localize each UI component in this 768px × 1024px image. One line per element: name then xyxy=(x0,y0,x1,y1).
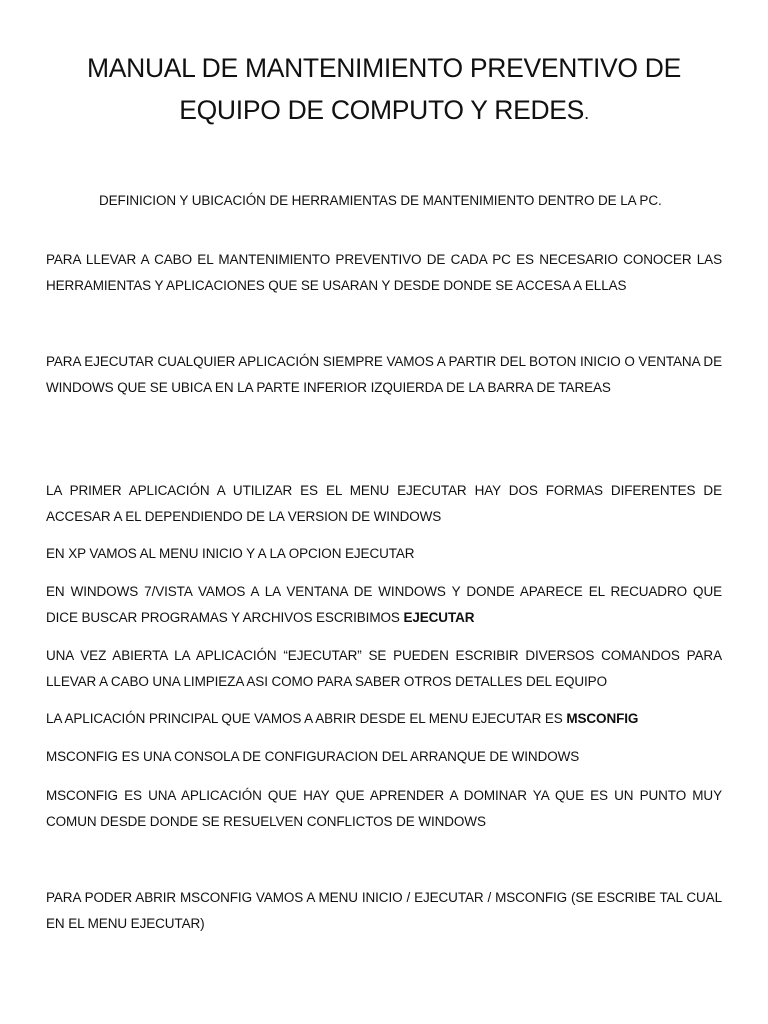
paragraph-run-commands: UNA VEZ ABIERTA LA APLICACIÓN “EJECUTAR” SE PUEDEN ESCRIBIR DIVERSOS COMANDOS PARA LLEVAR A CABO UNA LIMPIEZA ASI COMO PARA SABER OTROS DETALLES DEL EQUIPO xyxy=(46,648,722,689)
paragraph-open-msconfig: PARA PODER ABRIR MSCONFIG VAMOS A MENU INICIO / EJECUTAR / MSCONFIG (SE ESCRIBE TAL CUAL EN EL MENU EJECUTAR) xyxy=(46,890,722,931)
paragraph-msconfig-importance: MSCONFIG ES UNA APLICACIÓN QUE HAY QUE APRENDER A DOMINAR YA QUE ES UN PUNTO MUY COMUN DESDE DONDE SE RESUELVEN CONFLICTOS DE WINDOWS xyxy=(46,788,722,829)
document-title-line-1: MANUAL DE MANTENIMIENTO PREVENTIVO DE xyxy=(86,53,682,83)
document-title-line-2 xyxy=(0,92,768,131)
paragraph-windows7-vista-bold: EJECUTAR xyxy=(403,610,475,625)
paragraph-main-application-bold: MSCONFIG xyxy=(566,711,639,726)
paragraph-msconfig-definition: MSCONFIG ES UNA CONSOLA DE CONFIGURACION DEL ARRANQUE DE WINDOWS xyxy=(46,749,580,764)
paragraph-start-button: PARA EJECUTAR CUALQUIER APLICACIÓN SIEMPRE VAMOS A PARTIR DEL BOTON INICIO O VENTANA DE WINDOWS QUE SE UBICA EN LA PARTE INFERIOR IZQUIERDA DE LA BARRA DE TAREAS xyxy=(46,354,722,395)
paragraph-main-application-text: LA APLICACIÓN PRINCIPAL QUE VAMOS A ABRIR DESDE EL MENU EJECUTAR ES xyxy=(46,711,567,726)
paragraph-tools-intro: PARA LLEVAR A CABO EL MANTENIMIENTO PREVENTIVO DE CADA PC ES NECESARIO CONOCER LAS HERRAMIENTAS Y APLICACIONES QUE SE USARAN Y DESDE DONDE SE ACCESA A ELLAS xyxy=(46,252,722,293)
paragraph-main-application xyxy=(46,706,722,732)
paragraph-windows7-vista xyxy=(46,579,722,631)
document-title-line-2-text: EQUIPO DE COMPUTO Y REDES xyxy=(179,95,585,125)
section-heading: DEFINICION Y UBICACIÓN DE HERRAMIENTAS DE MANTENIMIENTO DENTRO DE LA PC. xyxy=(99,193,662,208)
document-title-dot: . xyxy=(584,103,589,123)
paragraph-windows7-vista-text: EN WINDOWS 7/VISTA VAMOS A LA VENTANA DE WINDOWS Y DONDE APARECE EL RECUADRO QUE DICE BUSCAR PROGRAMAS Y ARCHIVOS ESCRIBIMOS xyxy=(46,584,722,625)
paragraph-run-menu: LA PRIMER APLICACIÓN A UTILIZAR ES EL MENU EJECUTAR HAY DOS FORMAS DIFERENTES DE ACCESAR A EL DEPENDIENDO DE LA VERSION DE WINDOWS xyxy=(46,483,722,524)
paragraph-xp: EN XP VAMOS AL MENU INICIO Y A LA OPCION EJECUTAR xyxy=(46,546,415,561)
